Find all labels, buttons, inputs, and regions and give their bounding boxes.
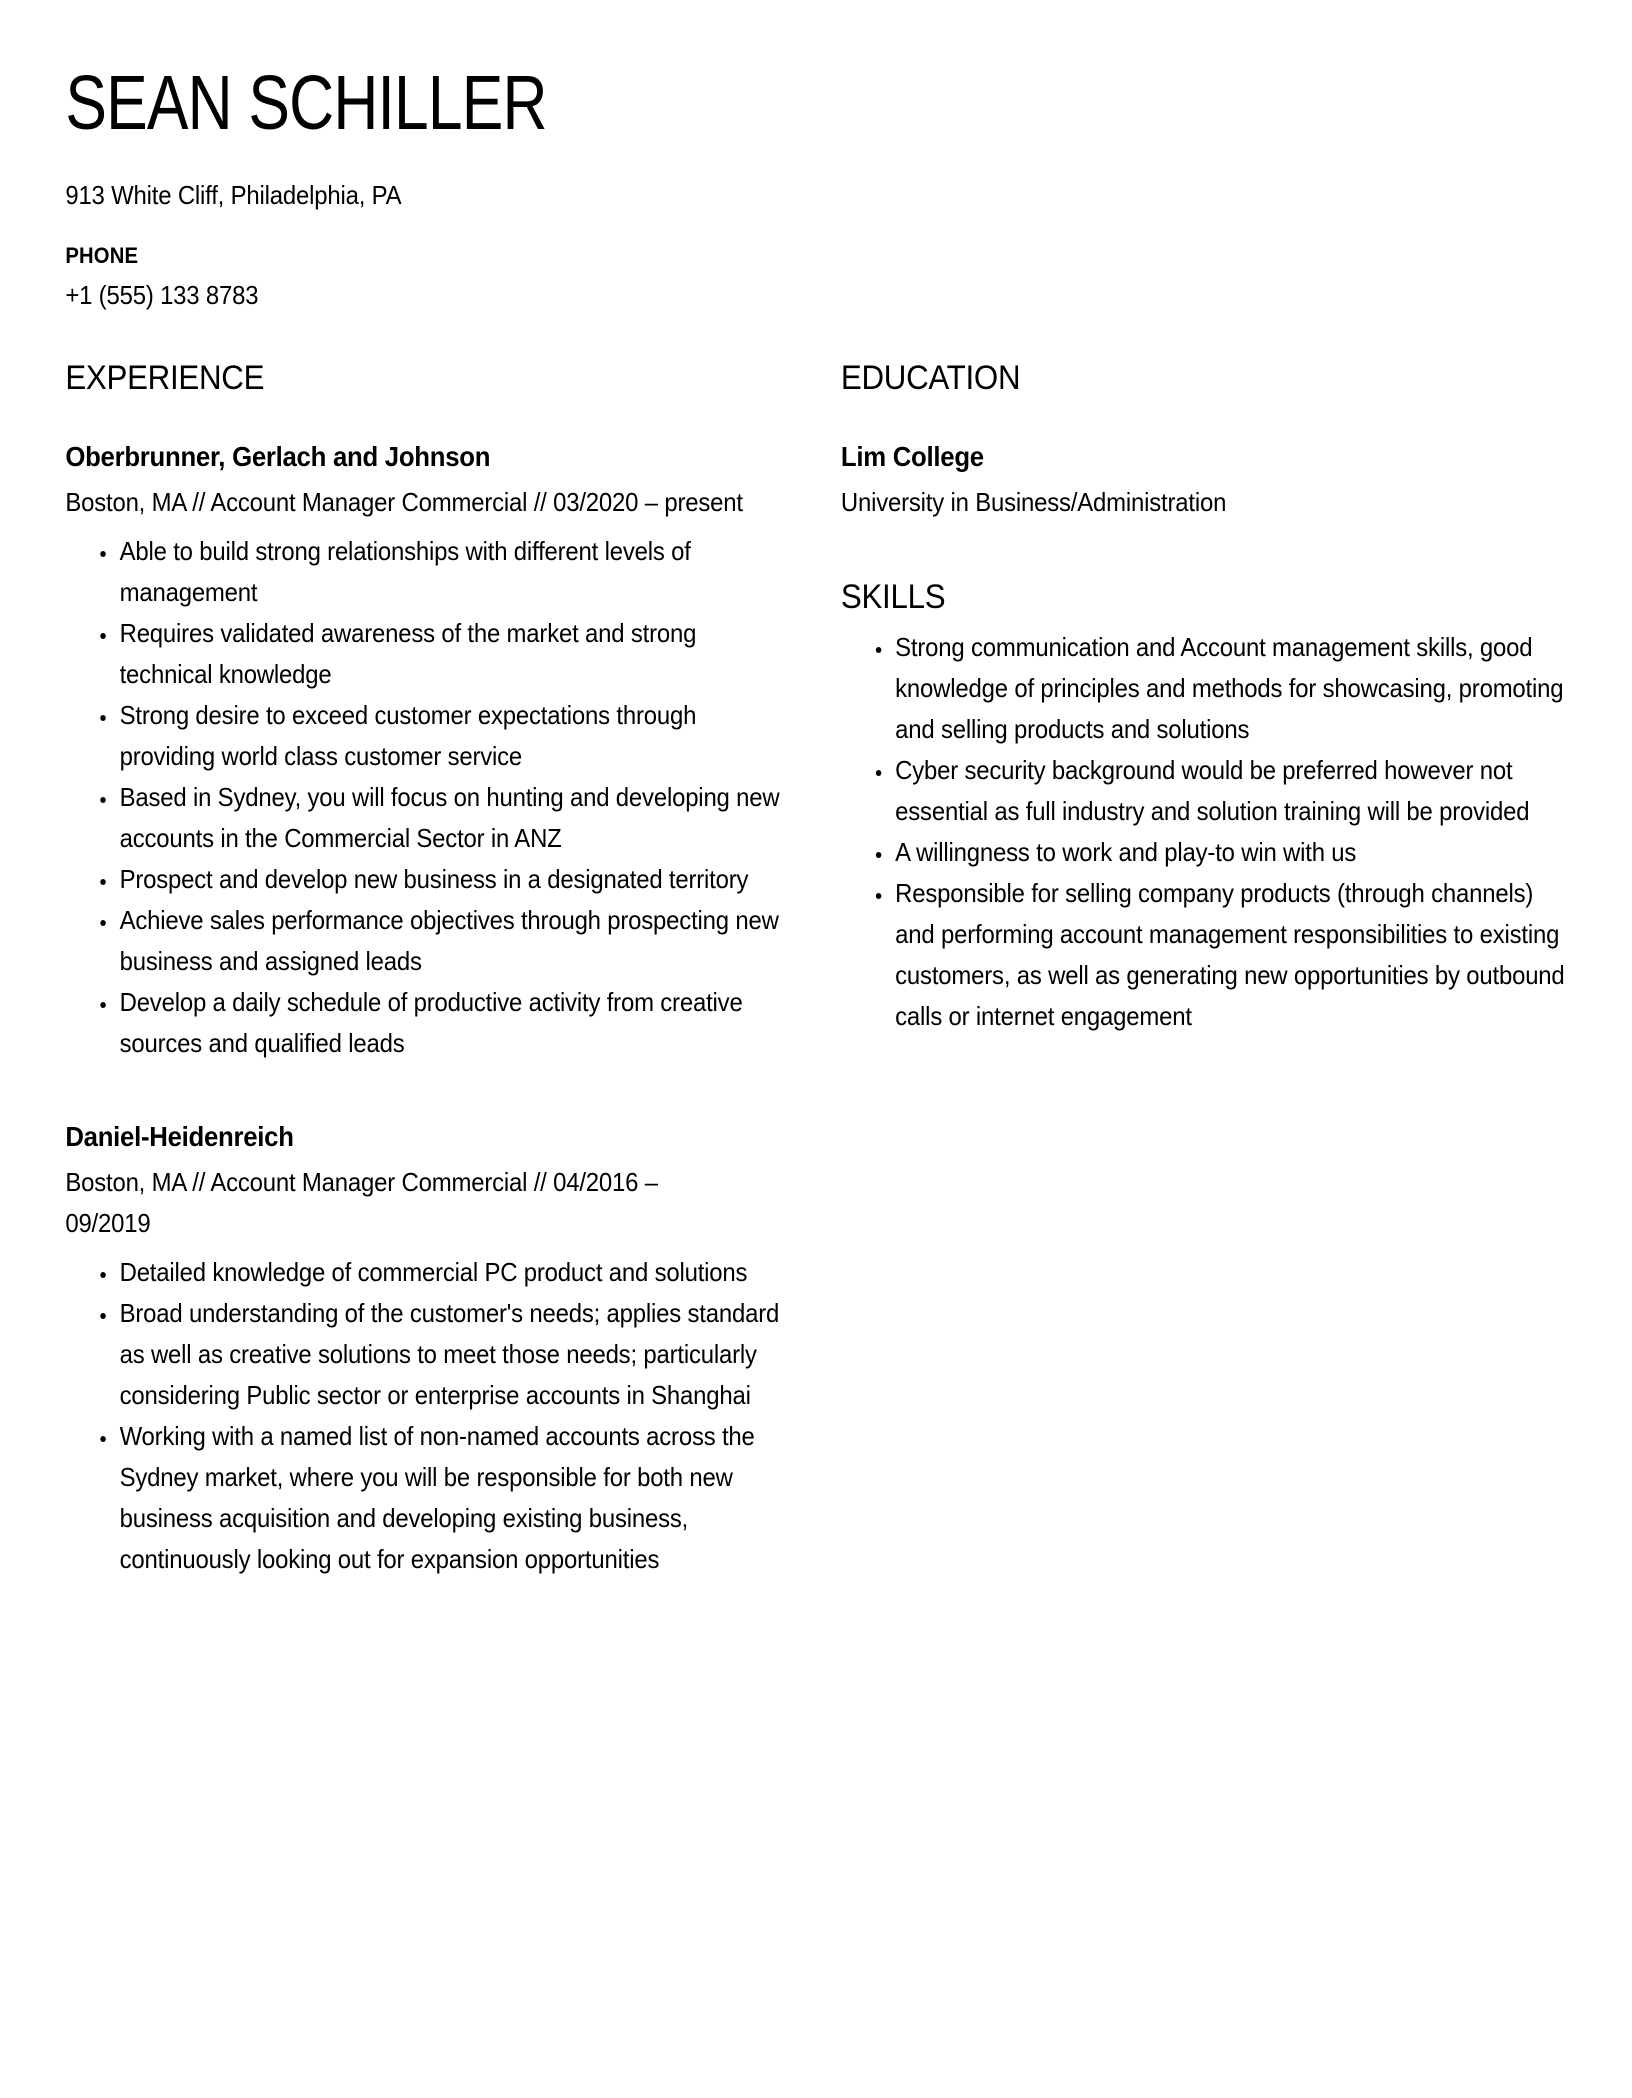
skills-section bbox=[841, 575, 1567, 1037]
education-section bbox=[841, 356, 1567, 523]
job-entry-1 bbox=[65, 438, 780, 1064]
job-bullet: • Strong desire to exceed customer expectations through providing world class customer service bbox=[118, 695, 780, 777]
job-1-meta: Boston, MA // Account Manager Commercial // 03/2020 – present bbox=[65, 487, 743, 517]
experience-section bbox=[65, 356, 780, 1580]
right-column bbox=[841, 356, 1567, 1037]
phone-number: +1 (555) 133 8783 bbox=[65, 280, 259, 310]
skill-bullet: • Strong communication and Account management skills, good knowledge of principles and methods for showcasing, promoting and selling products and solutions bbox=[893, 627, 1566, 750]
skills-heading: SKILLS bbox=[840, 578, 946, 616]
job-1-bullets bbox=[65, 531, 780, 1064]
education-entry-1 bbox=[841, 438, 1567, 523]
job-entry-2 bbox=[65, 1118, 780, 1580]
job-2-bullets bbox=[65, 1252, 780, 1580]
job-2-meta: Boston, MA // Account Manager Commercial // 04/2016 – 09/2019 bbox=[65, 1167, 658, 1238]
resume-body bbox=[65, 356, 1566, 1580]
job-bullet: • Prospect and develop new business in a designated territory bbox=[118, 859, 780, 900]
school-degree: University in Business/Administration bbox=[840, 487, 1227, 517]
job-bullet: • Broad understanding of the customer's needs; applies standard as well as creative solutions to meet those needs; particularly considering Public sector or enterprise accounts in Shanghai bbox=[118, 1293, 780, 1416]
job-bullet: • Detailed knowledge of commercial PC product and solutions bbox=[118, 1252, 780, 1293]
education-heading: EDUCATION bbox=[840, 359, 1021, 397]
job-bullet: • Requires validated awareness of the market and strong technical knowledge bbox=[118, 613, 780, 695]
skill-bullet: • Responsible for selling company products (through channels) and performing account management responsibilities to existing customers, as well as generating new opportunities by outbound calls or internet engagement bbox=[893, 873, 1566, 1037]
job-bullet: • Achieve sales performance objectives through prospecting new business and assigned leads bbox=[118, 900, 780, 982]
skill-bullet: • A willingness to work and play-to win with us bbox=[893, 832, 1566, 873]
job-bullet: • Develop a daily schedule of productive activity from creative sources and qualified leads bbox=[118, 982, 780, 1064]
skills-bullets bbox=[841, 627, 1567, 1037]
job-bullet: • Based in Sydney, you will focus on hunting and developing new accounts in the Commercial Sector in ANZ bbox=[118, 777, 780, 859]
school-name: Lim College bbox=[840, 441, 984, 472]
resume-header bbox=[65, 58, 1566, 312]
phone-label: PHONE bbox=[65, 243, 139, 268]
job-bullet: • Working with a named list of non-named accounts across the Sydney market, where you will be responsible for both new business acquisition and developing existing business, continuously looking out for expansion opportunities bbox=[118, 1416, 780, 1580]
candidate-address: 913 White Cliff, Philadelphia, PA bbox=[65, 180, 402, 210]
job-2-company: Daniel-Heidenreich bbox=[65, 1121, 294, 1152]
job-1-company: Oberbrunner, Gerlach and Johnson bbox=[65, 441, 491, 472]
experience-heading: EXPERIENCE bbox=[65, 359, 265, 397]
job-bullet: • Able to build strong relationships with different levels of management bbox=[118, 531, 780, 613]
candidate-name: SEAN SCHILLER bbox=[65, 60, 547, 146]
skill-bullet: • Cyber security background would be preferred however not essential as full industry and solution training will be provided bbox=[893, 750, 1566, 832]
